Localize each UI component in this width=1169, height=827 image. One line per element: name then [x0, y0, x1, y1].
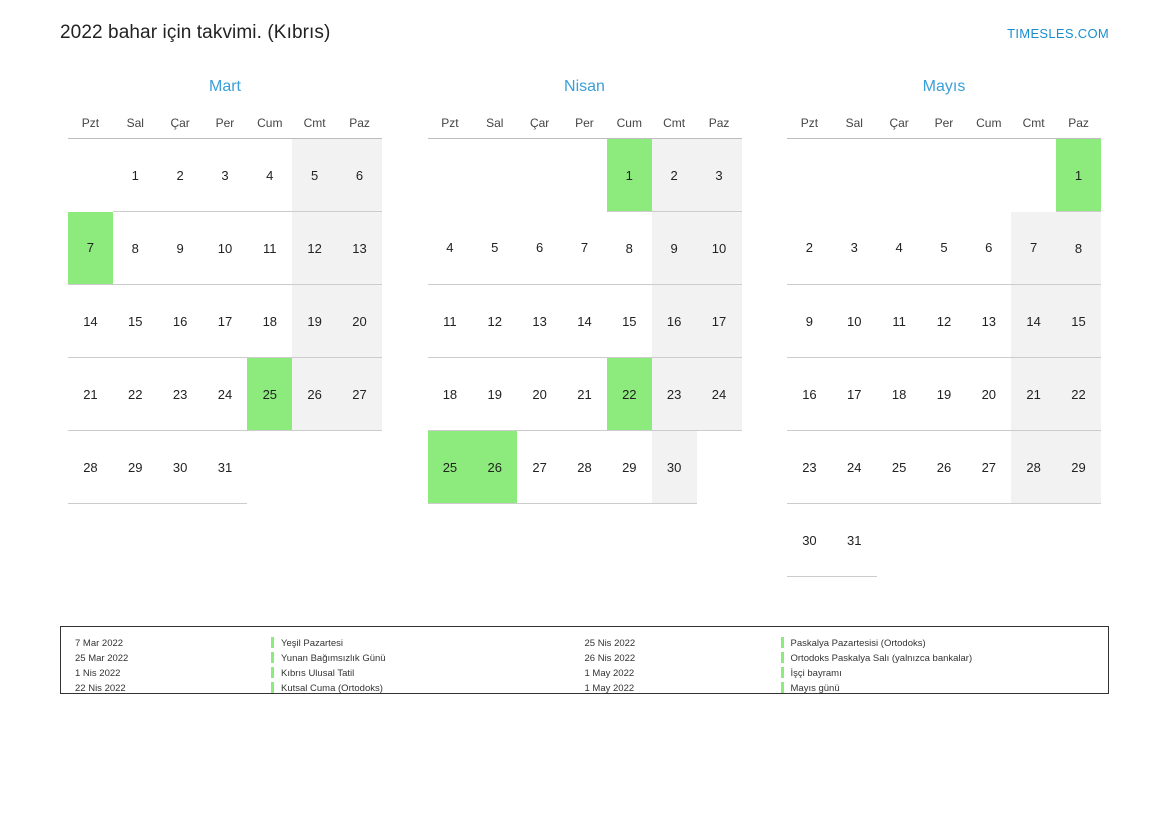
month-table	[428, 112, 742, 504]
day-cell[interactable]: 16	[158, 285, 203, 358]
day-cell[interactable]: 12	[922, 285, 967, 358]
legend-date: 1 May 2022	[584, 668, 635, 679]
day-cell[interactable]: 14	[68, 285, 113, 358]
day-cell-empty	[697, 431, 742, 504]
day-cell[interactable]: 28	[562, 431, 607, 504]
legend-date: 25 Nis 2022	[584, 638, 636, 649]
day-cell[interactable]: 23	[787, 431, 832, 504]
weekday-header: Paz	[697, 112, 742, 139]
week-row	[787, 504, 1101, 577]
day-cell[interactable]: 19	[472, 358, 517, 431]
legend-date: 25 Mar 2022	[75, 653, 129, 664]
day-cell[interactable]: 18	[428, 358, 473, 431]
page-header	[60, 18, 1109, 48]
legend-column-left	[75, 637, 585, 693]
legend-label: Ortodoks Paskalya Salı (yalnızca bankalar)	[790, 653, 973, 664]
day-cell-empty	[247, 431, 292, 504]
day-cell[interactable]: 28	[1011, 431, 1056, 504]
day-cell[interactable]: 16	[787, 358, 832, 431]
day-cell[interactable]: 8	[1056, 212, 1101, 285]
week-row	[68, 358, 382, 431]
day-cell[interactable]: 5	[922, 212, 967, 285]
day-cell[interactable]: 13	[966, 285, 1011, 358]
brand-link[interactable]: TIMESLES.COM	[1007, 25, 1109, 41]
week-row	[787, 139, 1101, 212]
day-cell[interactable]: 10	[203, 212, 248, 285]
legend-item	[585, 637, 1095, 650]
weekday-header: Sal	[472, 112, 517, 139]
day-cell-empty	[337, 431, 382, 504]
day-cell[interactable]: 2	[787, 212, 832, 285]
day-cell-empty	[922, 504, 967, 577]
week-row	[787, 431, 1101, 504]
day-cell[interactable]: 20	[337, 285, 382, 358]
day-cell[interactable]: 27	[517, 431, 562, 504]
weekday-header: Cum	[966, 112, 1011, 139]
day-cell-empty	[832, 139, 877, 212]
weekday-header: Per	[562, 112, 607, 139]
day-cell[interactable]: 29	[1056, 431, 1101, 504]
legend-item	[585, 652, 1095, 665]
week-row	[428, 139, 742, 212]
day-cell[interactable]: 7	[1011, 212, 1056, 285]
day-cell[interactable]: 28	[68, 431, 113, 504]
legend-date: 26 Nis 2022	[584, 653, 636, 664]
legend-item	[75, 637, 585, 650]
day-cell[interactable]: 14	[562, 285, 607, 358]
day-cell-holiday[interactable]: 22	[607, 358, 652, 431]
day-cell-empty	[1011, 504, 1056, 577]
legend-item	[75, 652, 585, 665]
month-name: Nisan	[564, 78, 605, 95]
day-cell-empty	[472, 139, 517, 212]
day-cell[interactable]: 24	[203, 358, 248, 431]
month-block	[779, 78, 1109, 577]
day-cell[interactable]: 16	[652, 285, 697, 358]
legend-label: Yunan Bağımsızlık Günü	[281, 653, 386, 664]
day-cell-empty	[428, 139, 473, 212]
day-cell[interactable]: 30	[787, 504, 832, 577]
day-cell-empty	[517, 139, 562, 212]
legend-column-right	[585, 637, 1095, 693]
day-cell[interactable]: 4	[877, 212, 922, 285]
day-cell-empty	[877, 504, 922, 577]
day-cell[interactable]: 5	[292, 139, 337, 212]
legend-color-swatch	[271, 667, 274, 678]
day-cell[interactable]: 20	[517, 358, 562, 431]
legend-item	[585, 682, 1095, 695]
legend-label: Kıbrıs Ulusal Tatil	[281, 668, 355, 679]
day-cell[interactable]: 15	[1056, 285, 1101, 358]
legend-label: İşçi bayramı	[790, 668, 842, 679]
day-cell[interactable]: 22	[1056, 358, 1101, 431]
day-cell[interactable]: 31	[832, 504, 877, 577]
week-row	[787, 285, 1101, 358]
day-cell[interactable]: 8	[607, 212, 652, 285]
day-cell[interactable]: 19	[922, 358, 967, 431]
months-container	[60, 78, 1109, 577]
legend-item	[75, 682, 585, 695]
day-cell[interactable]: 3	[203, 139, 248, 212]
day-cell[interactable]: 30	[158, 431, 203, 504]
day-cell[interactable]: 20	[966, 358, 1011, 431]
day-cell[interactable]: 24	[697, 358, 742, 431]
day-cell[interactable]: 29	[113, 431, 158, 504]
day-cell[interactable]: 6	[966, 212, 1011, 285]
day-cell[interactable]: 18	[247, 285, 292, 358]
day-cell-empty	[292, 431, 337, 504]
weekday-header: Cmt	[1011, 112, 1056, 139]
day-cell[interactable]: 27	[966, 431, 1011, 504]
weekday-header-row	[787, 112, 1101, 139]
week-row	[787, 358, 1101, 431]
weekday-header: Pzt	[68, 112, 113, 139]
day-cell-empty	[787, 139, 832, 212]
day-cell[interactable]: 2	[158, 139, 203, 212]
day-cell[interactable]: 11	[428, 285, 473, 358]
weekday-header-row	[428, 112, 742, 139]
day-cell[interactable]: 22	[113, 358, 158, 431]
day-cell-empty	[1056, 504, 1101, 577]
weekday-header: Cum	[247, 112, 292, 139]
day-cell[interactable]: 4	[247, 139, 292, 212]
legend-color-swatch	[781, 652, 784, 663]
day-cell[interactable]: 9	[787, 285, 832, 358]
day-cell[interactable]: 11	[877, 285, 922, 358]
day-cell[interactable]: 15	[113, 285, 158, 358]
day-cell[interactable]: 8	[113, 212, 158, 285]
day-cell-empty	[922, 139, 967, 212]
day-cell[interactable]: 12	[292, 212, 337, 285]
day-cell[interactable]: 6	[517, 212, 562, 285]
day-cell[interactable]: 21	[562, 358, 607, 431]
day-cell[interactable]: 31	[203, 431, 248, 504]
weekday-header: Sal	[113, 112, 158, 139]
day-cell[interactable]: 14	[1011, 285, 1056, 358]
legend-color-swatch	[271, 637, 274, 648]
day-cell[interactable]: 11	[247, 212, 292, 285]
weekday-header: Per	[203, 112, 248, 139]
weekday-header: Pzt	[787, 112, 832, 139]
legend-color-swatch	[781, 667, 784, 678]
day-cell[interactable]: 6	[337, 139, 382, 212]
day-cell-holiday[interactable]: 25	[428, 431, 473, 504]
legend-item	[585, 667, 1095, 680]
day-cell-holiday[interactable]: 26	[472, 431, 517, 504]
week-row	[787, 212, 1101, 285]
day-cell[interactable]: 17	[697, 285, 742, 358]
month-table	[68, 112, 382, 504]
weekday-header: Per	[922, 112, 967, 139]
week-row	[428, 431, 742, 504]
legend-date: 1 May 2022	[584, 683, 635, 694]
day-cell[interactable]: 9	[158, 212, 203, 285]
legend-item	[75, 667, 585, 680]
day-cell[interactable]: 21	[68, 358, 113, 431]
legend-date: 1 Nis 2022	[75, 668, 121, 679]
week-row	[68, 285, 382, 358]
week-row	[68, 431, 382, 504]
day-cell[interactable]: 7	[562, 212, 607, 285]
week-row	[428, 285, 742, 358]
day-cell-holiday[interactable]: 25	[247, 358, 292, 431]
day-cell[interactable]: 13	[337, 212, 382, 285]
day-cell-empty	[877, 139, 922, 212]
day-cell[interactable]: 23	[652, 358, 697, 431]
day-cell-empty	[562, 139, 607, 212]
day-cell[interactable]: 5	[472, 212, 517, 285]
month-name: Mayıs	[922, 78, 966, 95]
week-row	[428, 212, 742, 285]
day-cell[interactable]: 25	[877, 431, 922, 504]
weekday-header-row	[68, 112, 382, 139]
legend-color-swatch	[781, 637, 784, 648]
day-cell[interactable]: 26	[922, 431, 967, 504]
day-cell[interactable]: 13	[517, 285, 562, 358]
legend-label: Paskalya Pazartesisi (Ortodoks)	[790, 638, 926, 649]
legend-box	[60, 626, 1109, 694]
day-cell[interactable]: 23	[158, 358, 203, 431]
day-cell[interactable]: 17	[832, 358, 877, 431]
day-cell-empty	[966, 504, 1011, 577]
day-cell[interactable]: 17	[203, 285, 248, 358]
month-block	[420, 78, 750, 577]
day-cell[interactable]: 29	[607, 431, 652, 504]
legend-label: Yeşil Pazartesi	[281, 638, 343, 649]
day-cell[interactable]: 18	[877, 358, 922, 431]
week-row	[428, 358, 742, 431]
month-table	[787, 112, 1101, 577]
legend-color-swatch	[781, 682, 784, 693]
day-cell[interactable]: 26	[292, 358, 337, 431]
weekday-header: Çar	[877, 112, 922, 139]
day-cell[interactable]: 27	[337, 358, 382, 431]
day-cell-holiday[interactable]: 1	[1056, 139, 1101, 212]
day-cell[interactable]: 24	[832, 431, 877, 504]
legend-date: 22 Nis 2022	[75, 683, 126, 694]
day-cell-holiday[interactable]: 7	[68, 212, 113, 285]
day-cell[interactable]: 19	[292, 285, 337, 358]
weekday-header: Cmt	[292, 112, 337, 139]
day-cell[interactable]: 3	[832, 212, 877, 285]
legend-date: 7 Mar 2022	[75, 638, 124, 649]
weekday-header: Cmt	[652, 112, 697, 139]
day-cell[interactable]: 30	[652, 431, 697, 504]
day-cell[interactable]: 3	[697, 139, 742, 212]
legend-label: Mayıs günü	[790, 683, 840, 694]
day-cell[interactable]: 9	[652, 212, 697, 285]
day-cell[interactable]: 2	[652, 139, 697, 212]
weekday-header: Çar	[158, 112, 203, 139]
day-cell-empty	[1011, 139, 1056, 212]
day-cell[interactable]: 1	[113, 139, 158, 212]
day-cell[interactable]: 10	[697, 212, 742, 285]
weekday-header: Paz	[337, 112, 382, 139]
day-cell[interactable]: 21	[1011, 358, 1056, 431]
day-cell[interactable]: 15	[607, 285, 652, 358]
page-title: 2022 bahar için takvimi. (Kıbrıs)	[60, 22, 331, 43]
weekday-header: Pzt	[428, 112, 473, 139]
weekday-header: Sal	[832, 112, 877, 139]
week-row	[68, 212, 382, 285]
month-name: Mart	[209, 78, 241, 95]
day-cell[interactable]: 10	[832, 285, 877, 358]
month-block	[60, 78, 390, 577]
weekday-header: Çar	[517, 112, 562, 139]
day-cell[interactable]: 4	[428, 212, 473, 285]
legend-color-swatch	[271, 652, 274, 663]
week-row	[68, 139, 382, 212]
legend-color-swatch	[271, 682, 274, 693]
legend-label: Kutsal Cuma (Ortodoks)	[281, 683, 383, 694]
day-cell-empty	[68, 139, 113, 212]
day-cell-empty	[966, 139, 1011, 212]
day-cell-holiday[interactable]: 1	[607, 139, 652, 212]
weekday-header: Paz	[1056, 112, 1101, 139]
day-cell[interactable]: 12	[472, 285, 517, 358]
weekday-header: Cum	[607, 112, 652, 139]
